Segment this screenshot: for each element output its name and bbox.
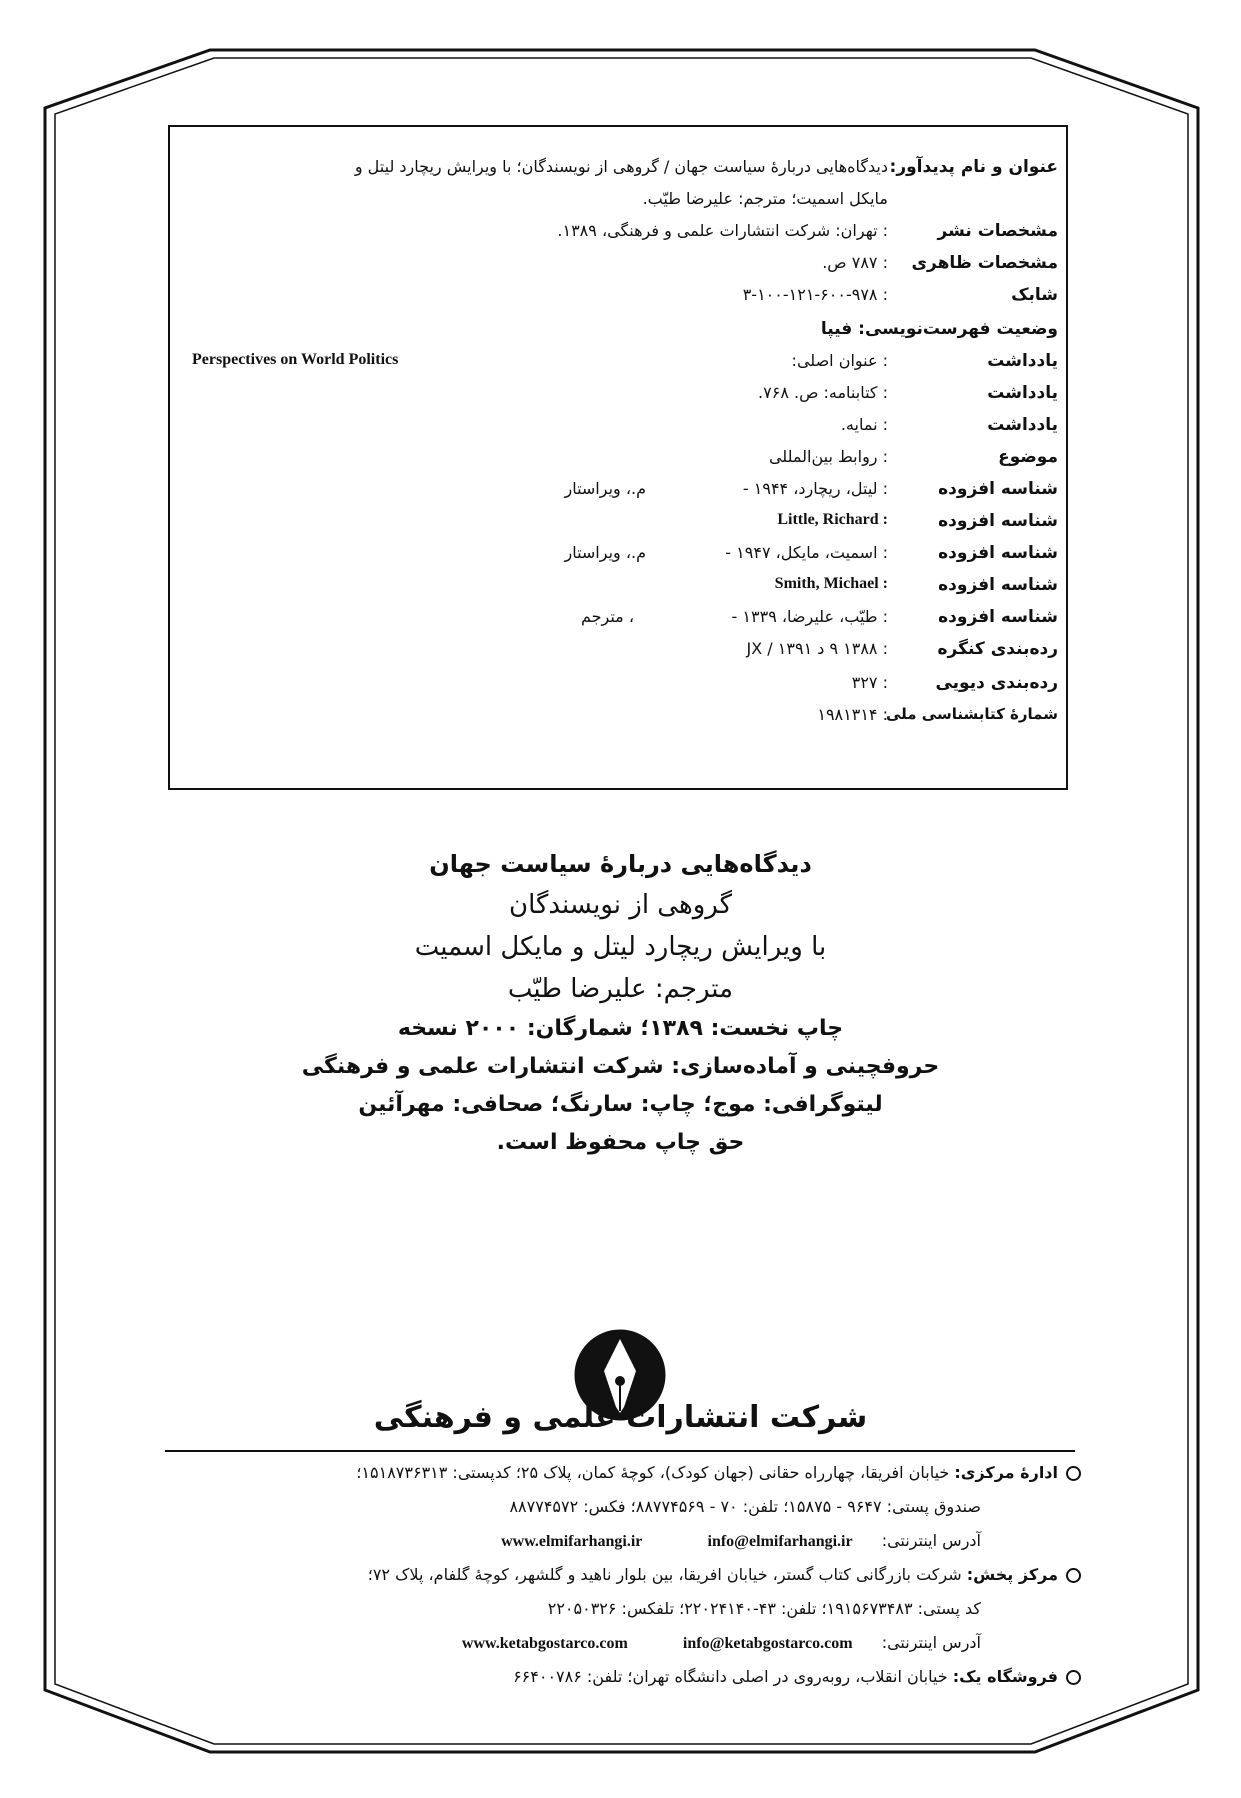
bullet-icon [1066, 1466, 1081, 1481]
added4-value: Smith, Michael : [774, 575, 888, 592]
hq-web-label: آدرس اینترنتی: [881, 1531, 981, 1550]
shop-address: خیابان انقلاب، روبه‌روی در اصلی دانشگاه تهران؛ تلفن: ۶۶۴۰۰۷۸۶ [513, 1667, 948, 1686]
original-title: Perspectives on World Politics [192, 351, 399, 368]
cip-record-box [168, 125, 1068, 790]
added1-role: م.، ویراستار [564, 479, 646, 498]
hq-contact-row [509, 1497, 981, 1516]
added5-label: شناسه افزوده [938, 607, 1058, 627]
cip-physical-row [170, 253, 1066, 285]
cip-added4-row [170, 575, 1066, 607]
publisher-name: شرکت انتشارات علمی و فرهنگی [373, 1400, 868, 1435]
national-value: : ۱۹۸۱۳۱۴ [817, 705, 888, 724]
hq-label: ادارهٔ مرکزی: [954, 1463, 1058, 1482]
added3-value: : اسمیت، مایکل، ۱۹۴۷ - [725, 543, 888, 562]
hq-web-link[interactable]: www.elmifarhangi.ir [501, 1533, 643, 1550]
cip-added1-row [170, 479, 1066, 511]
editors-line: با ویرایش ریچارد لیتل و مایکل اسمیت [414, 932, 827, 962]
note3-label: یادداشت [987, 415, 1058, 435]
cip-publish-row [170, 221, 1066, 253]
cip-title-row-2 [170, 189, 1066, 221]
title-value-cont: مایکل اسمیت؛ مترجم: علیرضا طیّب. [642, 189, 888, 208]
dist-web-row [462, 1633, 981, 1653]
dist-contact: کد پستی: ۱۹۱۵۶۷۳۴۸۳؛ تلفن: ۴۳-۲۲۰۲۴۱۴۰؛ تلفکس: ۲۲۰۵۰۳۲۶ [547, 1599, 981, 1618]
added1-label: شناسه افزوده [938, 479, 1058, 499]
printing-line: لیتوگرافی: موج؛ چاپ: سارنگ؛ صحافی: مهرآئین [358, 1092, 883, 1117]
cip-subject-row [170, 447, 1066, 479]
added4-label: شناسه افزوده [938, 575, 1058, 595]
physical-value: : ۷۸۷ ص. [822, 253, 888, 272]
dist-web-link[interactable]: www.ketabgostarco.com [461, 1635, 628, 1652]
edition-line: چاپ نخست: ۱۳۸۹؛ شمارگان: ۲۰۰۰ نسخه [397, 1016, 844, 1041]
dist-contact-row [548, 1599, 981, 1618]
subject-value: : روابط بین‌المللی [768, 447, 888, 466]
note1-label: یادداشت [987, 351, 1058, 371]
cip-dewey-row [170, 673, 1066, 705]
hq-web-row [501, 1531, 981, 1551]
isbn-value: : ۳-۱۰۰-۱۲۱-۶۰۰-۹۷۸ [742, 285, 888, 304]
added2-label: شناسه افزوده [938, 511, 1058, 531]
cip-added2-row [170, 511, 1066, 543]
note3-value: : نمایه. [840, 415, 888, 434]
physical-label: مشخصات ظاهری [911, 253, 1058, 273]
national-label: شمارهٔ کتابشناسی ملی [885, 705, 1058, 723]
cip-isbn-row [170, 285, 1066, 317]
hq-contact: صندوق پستی: ۹۶۴۷ - ۱۵۸۷۵؛ تلفن: ۷۰ - ۸۸۷۷۴۵۶۹؛ فکس: ۸۸۷۷۴۵۷۲ [509, 1497, 981, 1516]
subject-label: موضوع [998, 447, 1058, 467]
hq-email-link[interactable]: info@elmifarhangi.ir [707, 1533, 853, 1550]
dist-address: شرکت بازرگانی کتاب گستر، خیابان افریقا، بین بلوار ناهید و گلشهر، کوچهٔ گلفام، پلاک ۷۲؛ [367, 1565, 962, 1584]
publish-label: مشخصات نشر [937, 221, 1058, 241]
note2-label: یادداشت [987, 383, 1058, 403]
title-page-block [0, 850, 1241, 1180]
dist-web-label: آدرس اینترنتی: [881, 1633, 981, 1652]
added5-value: : طیّب، علیرضا، ۱۳۳۹ - [731, 607, 888, 626]
cip-note1-row [170, 351, 1066, 383]
cip-catalog-status-row [170, 319, 1066, 351]
note2-value: : کتابنامه: ص. ۷۶۸. [758, 383, 888, 402]
dewey-label: رده‌بندی دیویی [935, 673, 1058, 693]
cip-national-row [170, 705, 1066, 737]
title-label: عنوان و نام پدیدآور: [889, 157, 1058, 177]
translator-line: مترجم: علیرضا طیّب [507, 974, 734, 1004]
copyright-line: حق چاپ محفوظ است. [496, 1130, 745, 1155]
typesetting-line: حروفچینی و آماده‌سازی: شرکت انتشارات علمی و فرهنگی [301, 1054, 940, 1079]
shop-row [513, 1667, 1081, 1686]
bullet-icon [1066, 1568, 1081, 1583]
cip-note3-row [170, 415, 1066, 447]
catalog-status: وضعیت فهرست‌نویسی: فیپا [820, 319, 1058, 339]
added3-role: م.، ویراستار [564, 543, 646, 562]
bullet-icon [1066, 1670, 1081, 1685]
hq-address: خیابان افریقا، چهارراه حقانی (جهان کودک)، کوچهٔ کمان، پلاک ۲۵؛ کدپستی: ۱۵۱۸۷۳۶۳۱۳؛ [356, 1463, 950, 1482]
authors-line: گروهی از نویسندگان [509, 890, 732, 920]
publish-value: : تهران: شرکت انتشارات علمی و فرهنگی، ۱۳۸۹. [557, 221, 888, 240]
footer-divider [165, 1450, 1075, 1452]
added2-value: Little, Richard : [777, 511, 888, 528]
added1-value: : لیتل، ریچارد، ۱۹۴۴ - [742, 479, 888, 498]
lc-value: : ۱۳۸۸ ۹ د ۱۳۹۱ / JX [746, 639, 888, 658]
cip-note2-row [170, 383, 1066, 415]
cip-added5-row [170, 607, 1066, 639]
dist-address-row [368, 1565, 1081, 1584]
lc-label: رده‌بندی کنگره [937, 639, 1058, 659]
note1-value: : عنوان اصلی: [791, 351, 888, 370]
book-title: دیدگاه‌هایی دربارهٔ سیاست جهان [429, 850, 812, 878]
hq-address-row [356, 1463, 1081, 1482]
added5-role: ، مترجم [580, 607, 634, 626]
added3-label: شناسه افزوده [938, 543, 1058, 563]
cip-added3-row [170, 543, 1066, 575]
cip-title-row [170, 157, 1066, 189]
shop-label: فروشگاه یک: [952, 1667, 1058, 1686]
dewey-value: : ۳۲۷ [851, 673, 888, 692]
title-value: دیدگاه‌هایی دربارهٔ سیاست جهان / گروهی از نویسندگان؛ با ویرایش ریچارد لیتل و [354, 157, 888, 176]
cip-lc-row [170, 639, 1066, 671]
dist-email-link[interactable]: info@ketabgostarco.com [682, 1635, 853, 1652]
isbn-label: شابک [1011, 285, 1058, 305]
dist-label: مرکز پخش: [966, 1565, 1058, 1584]
